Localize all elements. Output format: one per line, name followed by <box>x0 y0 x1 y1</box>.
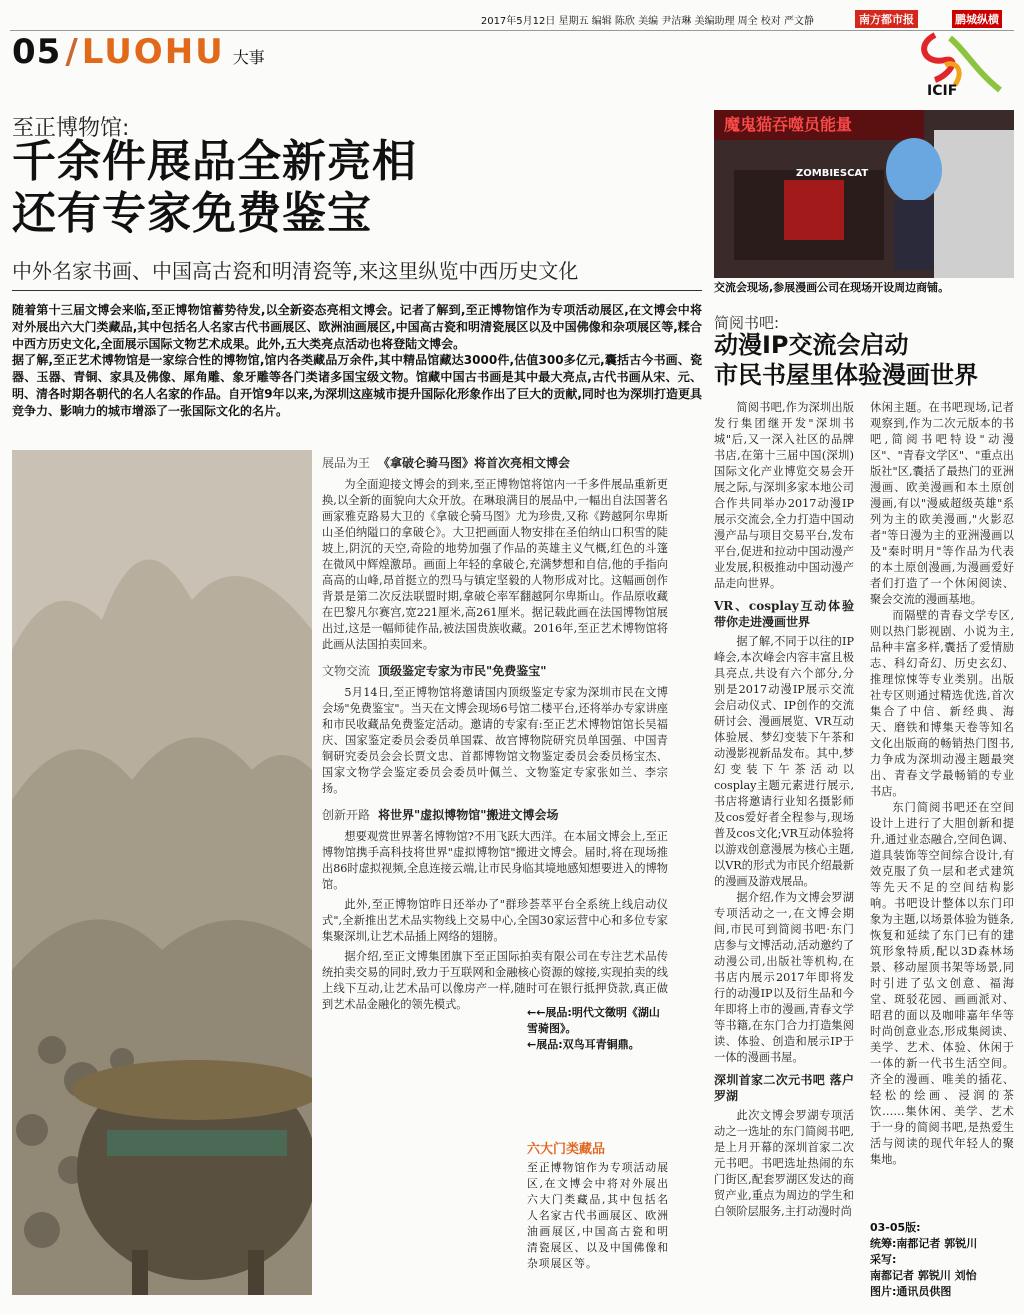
box-heading: 六大门类藏品 <box>527 1142 606 1157</box>
credit-line: 南都记者 郭锐川 刘怡 <box>870 1269 977 1282</box>
photo-sign-2: ZOMBIESCAT <box>796 168 869 179</box>
paragraph: 据了解,不同于以往的IP峰会,本次峰会内容丰富且极具亮点,共设有六个部分,分别是2017动漫IP展示交流会启动仪式、IP创作的交流研讨会、漫画展览、VR互动体验展、梦幻变装下午茶和动漫影视新品发布。其中,梦幻变装下午茶活动以cosplay主题元素进行展示,书店将邀请行业知名摄影师及cos爱好者全程参与,现场普及cos文化;VR互动体验将以游戏创意漫展为核心主题,以VR的形式为市民介绍最新的漫画及游戏展品。 <box>714 635 854 888</box>
box-text: 至正博物馆作为专项活动展区,在文博会中将对外展出六大门类藏品,其中包括名人名家古代书画展区、欧洲油画展区,中国高古瓷和明清瓷展区、以及中国佛像和杂项展区等。 <box>527 1161 669 1270</box>
caption-line-1: ←←展品:明代文徵明《湖山雪骑图》。 <box>527 1006 660 1035</box>
dateline: 2017年5月12日 星期五 编辑 陈欣 美编 尹洁琳 美编助理 周全 校对 严文静 <box>480 16 814 27</box>
intro-paragraph-2: 据了解,至正艺术博物馆是一家综合性的博物馆,馆内各类藏品万余件,其中精品馆藏达3000件,估值300多亿元,囊括古今书画、瓷器、玉器、青铜、家具及佛像、犀角雕、象牙雕等各门类诸多国宝级文物。馆藏中国古书画是其中最大亮点,古代书画从宋、元、明、清各时期各朝代的名人名家的作品。自开馆9年以来,为深圳这座城市提升国际化形象作出了巨大的贡献,同时也为深圳打造更具竞争力、影响力的城市增添了一张国际文化的名片。 <box>12 353 702 418</box>
section-sub: 大事 <box>232 48 265 67</box>
subheading: 深圳首家二次元书吧 落户罗湖 <box>714 1073 854 1103</box>
intro-paragraph-1: 随着第十三届文博会来临,至正博物馆蓄势待发,以全新姿态亮相文博会。记者了解到,至正博物馆作为专项活动展区,在文博会中将对外展出六大门类藏品,其中包括名人名家古代书画展区、欧洲油画展区,中国高古瓷和明清瓷展区以及中国佛像和杂项展区等,糅合中西方历史文化,全面展示国际文物艺术成果。此外,五大类亮点活动也将登陆文博会。 <box>12 303 702 351</box>
masthead-logo-2: 鹏城纵横 <box>952 10 1002 28</box>
landscape-painting-image <box>12 450 312 1295</box>
credit-line: 采写: <box>870 1253 897 1266</box>
main-headline <box>12 136 702 240</box>
top-bar <box>10 8 1014 31</box>
paragraph: 为全面迎接文博会的到来,至正博物馆将馆内一千多件展品重新更换,以全新的面貌向大众开放。在琳琅满目的展品中,一幅出自法国著名画家雅克路易大卫的《拿破仑骑马图》尤为珍贵,又称《跨越阿尔卑斯山圣伯纳隘口的拿破仑》。大卫把画面人物安排在圣伯纳山口积雪的陡坡上,阴沉的天空,奇险的地势加强了作品的英雄主义气概,红色的斗篷在微风中辉煌激昂。画面上年轻的拿破仑,充满梦想和自信,他的手指向高高的山峰,昂首挺立的烈马与镇定坚毅的人物形成对比。这幅画创作背景是第二次反法联盟时期,拿破仑率军翻越阿尔卑斯山。作品原收藏在巴黎凡尔赛宫,宽221厘米,高261厘米。据记载此画在法国博物馆展出过,这是一幅师徒作品,被法国贵族收藏。2016年,至正艺术博物馆将此画从法国拍卖回来。 <box>322 478 668 651</box>
right-headline-line-2: 市民书屋里体验漫画世界 <box>714 361 978 389</box>
caption-line-2: ←展品:双鸟耳青铜鼎。 <box>527 1038 640 1051</box>
header-slash: / <box>65 32 78 72</box>
heading-tag: 文物交流 <box>322 664 371 678</box>
photo-caption: 交流会现场,参展漫画公司在现场开设周边商铺。 <box>714 281 950 294</box>
headline-line-2: 还有专家免费鉴宝 <box>12 188 372 239</box>
heading-text: 《拿破仑骑马图》将首次亮相文博会 <box>378 456 571 470</box>
middle-column <box>322 455 668 1017</box>
credits <box>870 1220 1014 1300</box>
credit-line: 图片:通讯员供图 <box>870 1285 952 1298</box>
section-heading-2 <box>322 663 668 679</box>
paragraph: 据介绍,作为文博会罗湖专项活动之一,在文博会期间,市民可到简阅书吧·东门店参与文博活动,活动邀约了动漫公司,出版社等机构,在书店内展示2017年即将发行的动漫IP以及衍生品和今年即将上市的漫画,青春文学等书籍,在东门合力打造集阅读、体验、创造和展示IP于一体的漫画书屋。 <box>714 891 854 1064</box>
section-name: LUOHU <box>81 32 225 72</box>
headline-line-1: 千余件展品全新亮相 <box>12 136 417 187</box>
heading-tag: 创新开路 <box>322 808 371 822</box>
right-column-1 <box>714 400 854 1220</box>
right-headline <box>714 330 1014 390</box>
paragraph: 休闲主题。在书吧现场,记者观察到,作为二次元版本的书吧,简阅书吧特设"动漫区"、"青春文学区"、"重点出版社"区,囊括了最热门的亚洲漫画、欧美漫画和本土原创漫画,有以"漫威超级英雄"系列为主的欧美漫画,"火影忍者"等日漫为主的亚洲漫画以及"秦时明月"等作品为代表的本土原创漫画,为漫画爱好者们打造了一个休闲阅读、聚会交流的漫画基地。 <box>870 401 1014 606</box>
icif-text: ICIF <box>927 83 958 99</box>
heading-text: 顶级鉴定专家为市民"免费鉴宝" <box>378 664 547 678</box>
mascot-icon <box>886 138 942 202</box>
subheading: VR、cosplay互动体验 带你走进漫画世界 <box>714 599 854 629</box>
page-number: 05 <box>12 32 62 72</box>
paragraph: 想要观赏世界著名博物馆?不用飞跃大西洋。在本届文博会上,至正博物馆携手高科技将世界"虚拟博物馆"搬进文博会。届时,将在现场推出86时虚拟视频,全息连接云端,让市民身临其境地感知想要进入的博物馆。 <box>322 830 668 891</box>
section-heading-1 <box>322 455 668 471</box>
page-header <box>12 32 265 72</box>
paragraph: 此次文博会罗湖专项活动之一选址的东门简阅书吧,是上月开幕的深圳首家二次元书吧。书吧选址热闹的东门街区,配套罗湖区发达的商贸产业,重点为周边的学生和白领阶层服务,主打动漫时尚 <box>714 1109 854 1218</box>
paragraph: 而隔壁的青春文学专区,则以热门影视剧、小说为主,品种丰富多样,囊括了爱情励志、科幻奇幻、历史玄幻、推理惊悚等专业类别。出版社专区则通过精选优选,首次集合了中信、新经典、海天、磨铁和博集天卷等知名文化出版商的畅销热门图书,力争成为深圳动漫主题最突出、青春文学最畅销的专业书店。 <box>870 609 1014 798</box>
credit-line: 03-05版: <box>870 1221 921 1234</box>
right-kicker: 简阅书吧: <box>714 314 780 332</box>
section-heading-3 <box>322 807 668 823</box>
shop-photo-image <box>714 110 1014 278</box>
paragraph: 此外,至正博物馆昨日还举办了"群珍荟萃平台全系统上线启动仪式",全新推出艺术品实物线上交易中心,全国30家运营中心和多位专家集聚深圳,让艺术品插上网络的翅膀。 <box>322 898 668 943</box>
main-kicker: 至正博物馆: <box>12 116 130 141</box>
credit-line: 统筹:南都记者 郭锐川 <box>870 1237 978 1250</box>
divider <box>12 290 702 291</box>
paragraph: 东门简阅书吧还在空间设计上进行了大胆创新和提升,通过业态融合,空间色调、道具装饰等空间综合设计,有效克服了负一层和老式建筑等先天不足的空间结构影响。书吧设计整体以东门印象为主题,以场景体验为链条,恢复和延续了东门已有的建筑形象特质,配以3D森林场景、移动屋顶书架等场景,同时引进了弘文创意、福海堂、斑驳花园、画画派对、昭君的面以及咖啡嘉年华等时尚创意业态,形成集阅读、美学、艺术、体验、休闲于一体的新一代书生活空间。齐全的漫画、唯美的插花、轻松的绘画、浸润的茶饮……集休闲、美学、艺术于一身的简阅书吧,是热爱生活与阅读的现代年轻人的聚集地。 <box>870 801 1014 1166</box>
right-headline-line-1: 动漫IP交流会启动 <box>714 331 909 359</box>
paragraph: 简阅书吧,作为深圳出版发行集团继开发"深圳书城"后,又一深入社区的品牌书店,在第十三届中国(深圳)国际文化产业博览交易会开展之际,与深圳多家本地公司合作共同举办2017动漫IP展示交流会,全力打造中国动漫产品与项目交易平台,发布平台,促进和拉动中国动漫产业发展,积极推动中国动漫产品走向世界。 <box>714 401 854 590</box>
heading-text: 将世界"虚拟博物馆"搬进文博会场 <box>378 808 559 822</box>
right-column-2 <box>870 400 1014 1168</box>
masthead-logo: 南方都市报 <box>855 10 918 28</box>
main-subhead: 中外名家书画、中国高古瓷和明清瓷等,来这里纵览中西历史文化 <box>12 259 579 283</box>
heading-tag: 展品为王 <box>322 456 371 470</box>
paragraph: 5月14日,至正博物馆将邀请国内顶级鉴定专家为深圳市民在文博会场"免费鉴宝"。当天在文博会现场6号馆二楼平台,还将举办专家讲座和市民收藏品免费鉴定活动。邀请的专家有:至正艺术博物馆馆长吴福庆、国家鉴定委员会委员单国霖、故宫博物院研究员单国强、中国青铜研究委员会会长贾文忠、首都博物馆文物鉴定委员会委员杨宝杰、国家文物学会鉴定委员会委员叶佩兰、文物鉴定专家张如兰、李宗扬。 <box>322 686 668 795</box>
image-captions <box>527 1005 669 1053</box>
paragraph: 据介绍,至正文博集团旗下至正国际拍卖有限公司在专注艺术品传统拍卖交易的同时,致力于互联网和金融核心资源的嫁接,实现拍卖的线上线下互动,让艺术品可以像房产一样,随时可在银行抵押贷款,真正做到艺术品金融化的领先模式。 <box>322 950 668 1011</box>
icif-logo-icon <box>905 30 1015 106</box>
photo-sign: 魔鬼猫吞噬员能量 <box>724 115 853 134</box>
